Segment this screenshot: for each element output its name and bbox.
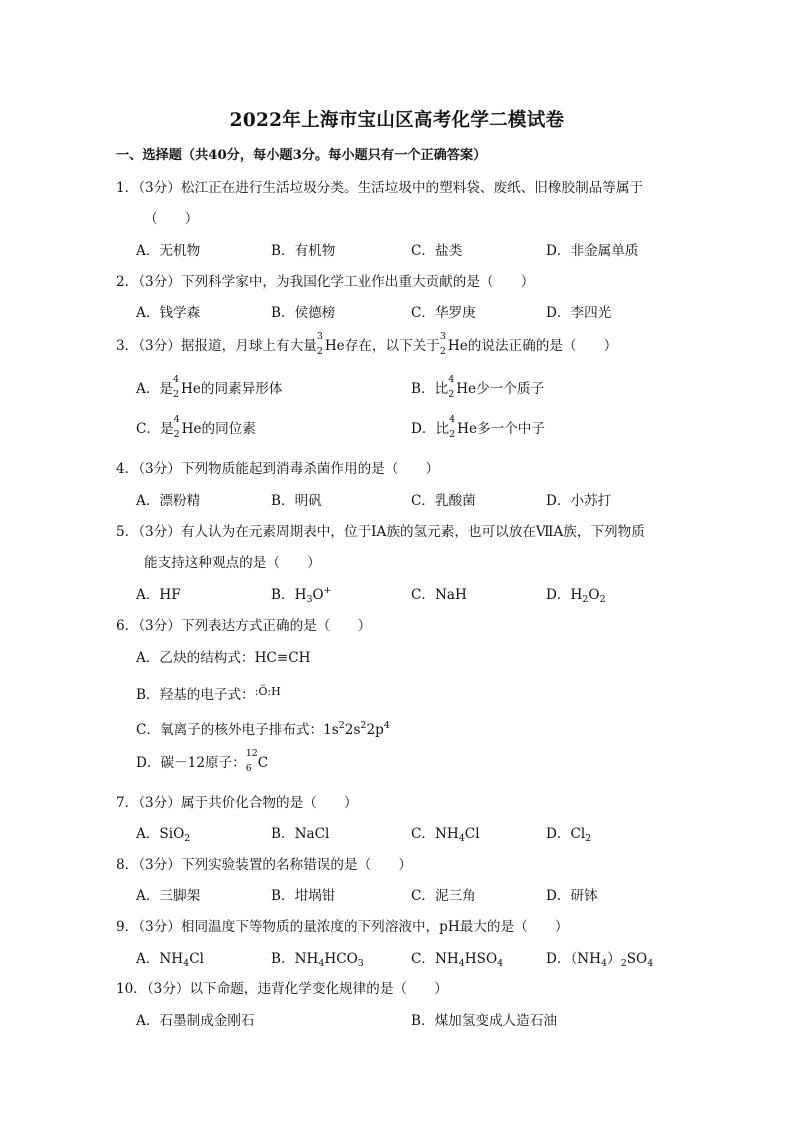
q10-option-b[interactable]: B．煤加氢变成人造石油 [411, 1013, 557, 1029]
q3-option-d[interactable]: D．比 4 2 He多一个中子 [411, 413, 545, 440]
isotope-he3-notation: 3 2 [316, 330, 323, 357]
q9-option-c[interactable]: C．$NH_4HSO_4$ [411, 951, 504, 969]
question-9-stem: 9．（3分）相同温度下等物质的量浓度的下列溶液中，pH最大的是（ ） [116, 919, 569, 935]
q2-option-b[interactable]: B．侯德榜 [271, 305, 336, 321]
q4-option-c[interactable]: C．乳酸菌 [411, 493, 476, 509]
q9-option-b[interactable]: B．$NH_4HCO_3$ [271, 951, 364, 969]
q4-option-a[interactable]: A．漂粉精 [136, 493, 201, 509]
q10-option-a[interactable]: A．石墨制成金刚石 [136, 1013, 255, 1029]
question-4-stem: 4．（3分）下列物质能起到消毒杀菌作用的是（ ） [116, 461, 440, 477]
q6-option-a[interactable]: A．乙炔的结构式：HC≡CH [136, 650, 311, 666]
q7-option-d[interactable]: D．$Cl_2$ [546, 826, 592, 844]
question-8-stem: 8．（3分）下列实验装置的名称错误的是（ ） [116, 857, 412, 873]
q8-option-c[interactable]: C．泥三角 [411, 888, 476, 904]
question-5-stem: 5．（3分）有人认为在元素周期表中，位于ⅠA族的氢元素，也可以放在ⅦA族，下列物质 [116, 524, 645, 540]
isotope-he3-notation: 3 2 [439, 330, 446, 357]
q2-option-a[interactable]: A．钱学森 [136, 305, 201, 321]
question-1-blank: （ ） [144, 211, 199, 227]
isotope-he4-notation: 4 2 [173, 413, 180, 440]
q6-option-d[interactable]: D．碳－12原子： 12 6 C [136, 747, 269, 774]
q1-option-b[interactable]: B．有机物 [271, 243, 336, 259]
q1-option-d[interactable]: D．非金属单质 [546, 243, 639, 259]
question-5-stem-cont: 能支持这种观点的是（ ） [144, 555, 321, 571]
q6-option-b[interactable]: B．羟基的电子式：$^{:Ö:H}$ [136, 685, 281, 703]
question-7-stem: 7．（3分）属于共价化合物的是（ ） [116, 795, 358, 811]
isotope-he4-notation: 4 2 [449, 413, 456, 440]
question-2-stem: 2．（3分）下列科学家中，为我国化学工业作出重大贡献的是（ ） [116, 274, 535, 290]
q8-option-b[interactable]: B．坩埚钳 [271, 888, 336, 904]
question-3-stem: 3．（3分）据报道，月球上有大量 3 2 He存在，以下关于 3 2 He的说法正确的是（ ） [116, 330, 618, 357]
q1-option-a[interactable]: A．无机物 [136, 243, 201, 259]
carbon-12-notation: 12 6 [245, 747, 258, 774]
q3-option-b[interactable]: B．比 4 2 He少一个质子 [411, 373, 545, 400]
section-heading: 一、选择题（共40分，每小题3分。每小题只有一个正确答案） [116, 148, 487, 163]
q5-option-d[interactable]: D．$H_2O_2$ [546, 587, 606, 605]
question-1-stem: 1．（3分）松江正在进行生活垃圾分类。生活垃圾中的塑料袋、废纸、旧橡胶制品等属于 [116, 180, 644, 196]
isotope-he4-notation: 4 2 [173, 373, 180, 400]
q9-option-a[interactable]: A．$NH_4Cl$ [136, 951, 204, 969]
q4-option-b[interactable]: B．明矾 [271, 493, 322, 509]
hydroxyl-electron-formula: :Ö:H [254, 685, 281, 698]
q8-option-d[interactable]: D．研钵 [546, 888, 598, 904]
q7-option-a[interactable]: A．SiO$_2$ [136, 826, 191, 844]
q7-option-c[interactable]: C．$NH_4Cl$ [411, 826, 480, 844]
q5-option-c[interactable]: C．NaH [411, 587, 467, 603]
exam-title: 2022年上海市宝山区高考化学二模试卷 [229, 110, 565, 131]
q7-option-b[interactable]: B．NaCl [271, 826, 330, 842]
q2-option-c[interactable]: C．华罗庚 [411, 305, 476, 321]
q4-option-d[interactable]: D．小苏打 [546, 493, 612, 509]
q9-option-d[interactable]: D．$(NH_4)_2SO_4$ [546, 951, 654, 969]
isotope-he4-notation: 4 2 [448, 373, 455, 400]
q2-option-d[interactable]: D．李四光 [546, 305, 612, 321]
q6-option-c[interactable]: C．氧离子的核外电子排布式：$1s^22s^22p^4$ [136, 720, 390, 738]
q3-option-c[interactable]: C．是 4 2 He的同位素 [136, 413, 256, 440]
q1-option-c[interactable]: C．盐类 [411, 243, 463, 259]
question-10-stem: 10．（3分）以下命题，违背化学变化规律的是（ ） [116, 981, 448, 997]
q3-option-a[interactable]: A．是 4 2 He的同素异形体 [136, 373, 283, 400]
q5-option-a[interactable]: A．HF [136, 587, 181, 603]
question-6-stem: 6．（3分）下列表达方式正确的是（ ） [116, 618, 372, 634]
q5-option-b[interactable]: B．$H_3O^+$ [271, 585, 332, 605]
q8-option-a[interactable]: A．三脚架 [136, 888, 201, 904]
